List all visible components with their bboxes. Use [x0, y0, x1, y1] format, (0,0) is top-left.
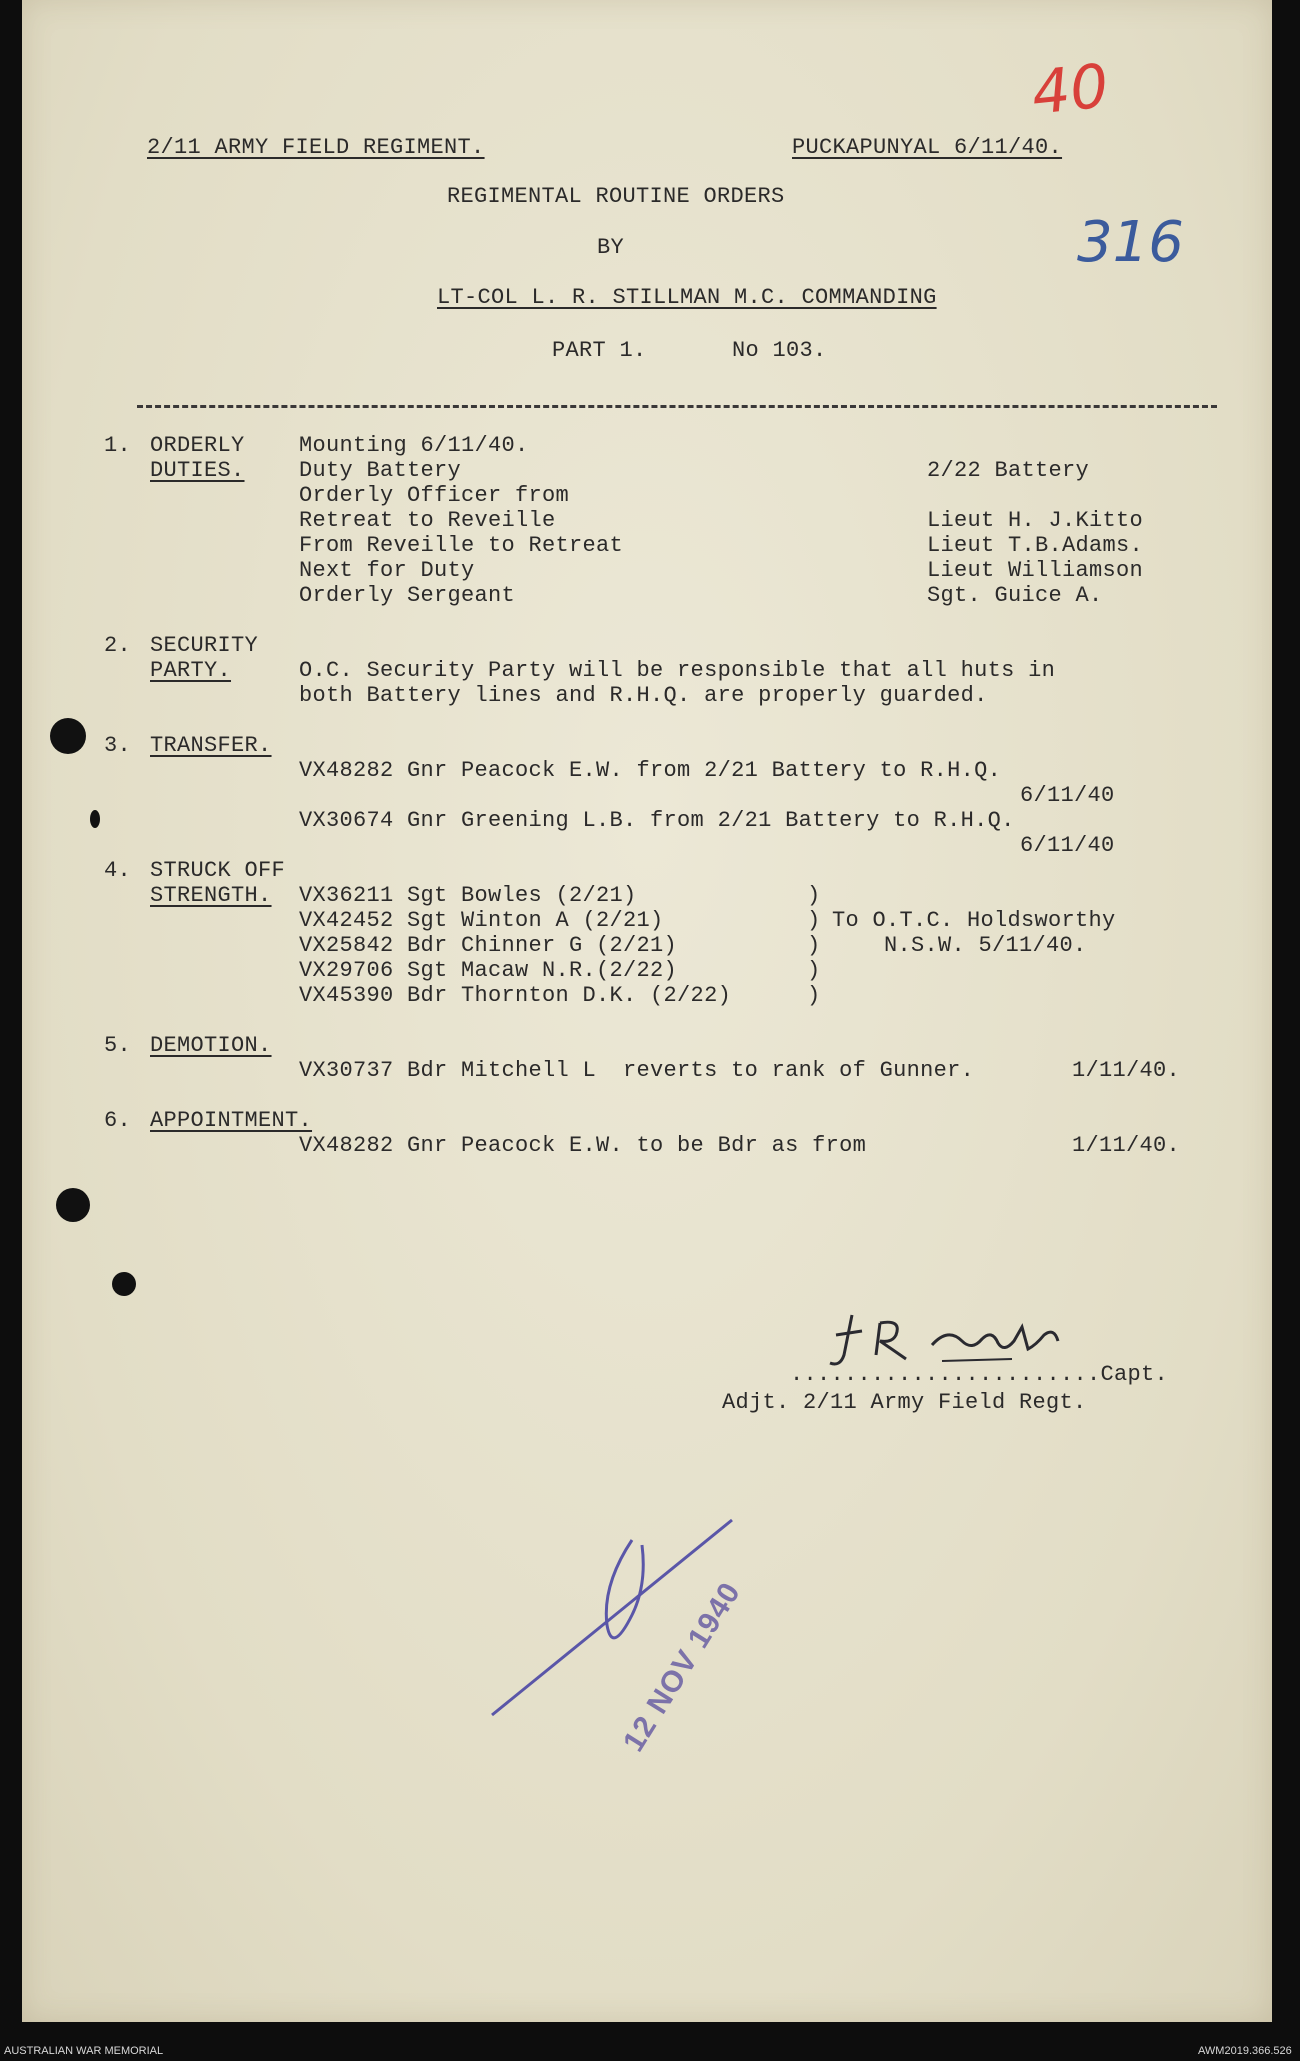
- item-number: 4.: [104, 858, 132, 883]
- punch-hole: [112, 1272, 136, 1296]
- signatory-title: Adjt. 2/11 Army Field Regt.: [722, 1390, 1087, 1415]
- bracket: ): [807, 908, 821, 933]
- separator-rule: [137, 405, 1217, 408]
- duty-assignee: Lieut H. J.Kitto: [927, 508, 1144, 533]
- duty-assignee: 2/22 Battery: [927, 458, 1090, 483]
- duty-assignee: Sgt. Guice A.: [927, 583, 1103, 608]
- place-date: PUCKAPUNYAL 6/11/40.: [792, 135, 1063, 160]
- order-number: No 103.: [732, 338, 827, 363]
- struck-off-destination: N.S.W. 5/11/40.: [884, 933, 1087, 958]
- transfer-date: 6/11/40: [1020, 783, 1115, 808]
- item-heading: STRENGTH.: [150, 883, 272, 908]
- bracket: ): [807, 883, 821, 908]
- duty-line: Orderly Sergeant: [299, 583, 516, 608]
- item-heading: APPOINTMENT.: [150, 1108, 313, 1133]
- unit-name: 2/11 ARMY FIELD REGIMENT.: [147, 135, 485, 160]
- footer-reference: AWM2019.366.526: [1198, 2045, 1292, 2057]
- handwritten-red-number: 40: [1028, 51, 1112, 129]
- struck-off-row: VX36211 Sgt Bowles (2/21): [299, 883, 637, 908]
- date-stamp: 12 NOV 1940: [617, 1576, 748, 1758]
- duty-line: Mounting 6/11/40.: [299, 433, 529, 458]
- duty-line: Retreat to Reveille: [299, 508, 556, 533]
- security-text: both Battery lines and R.H.Q. are properly guarded.: [299, 683, 988, 708]
- struck-off-row: VX25842 Bdr Chinner G (2/21): [299, 933, 678, 958]
- duty-line: Duty Battery: [299, 458, 462, 483]
- item-number: 3.: [104, 733, 132, 758]
- item-heading: SECURITY: [150, 633, 259, 658]
- duty-assignee: Lieut Williamson: [927, 558, 1144, 583]
- duty-line: From Reveille to Retreat: [299, 533, 624, 558]
- punch-hole: [50, 718, 86, 754]
- commander-line: LT-COL L. R. STILLMAN M.C. COMMANDING: [437, 285, 937, 310]
- item-heading: ORDERLY: [150, 433, 245, 458]
- item-heading: PARTY.: [150, 658, 232, 683]
- item-number: 6.: [104, 1108, 132, 1133]
- transfer-line: VX48282 Gnr Peacock E.W. from 2/21 Battery to R.H.Q.: [299, 758, 1002, 783]
- by-line: BY: [597, 235, 625, 260]
- item-heading: DUTIES.: [150, 458, 245, 483]
- security-text: O.C. Security Party will be responsible that all huts in: [299, 658, 1056, 683]
- handwritten-blue-number: 316: [1077, 210, 1184, 275]
- struck-off-row: VX29706 Sgt Macaw N.R.(2/22): [299, 958, 678, 983]
- item-heading: TRANSFER.: [150, 733, 272, 758]
- footer-credit: AUSTRALIAN WAR MEMORIAL: [4, 2045, 164, 2057]
- struck-off-row: VX45390 Bdr Thornton D.K. (2/22): [299, 983, 732, 1008]
- duty-line: Orderly Officer from: [299, 483, 570, 508]
- struck-off-destination: To O.T.C. Holdsworthy: [832, 908, 1116, 933]
- bracket: ): [807, 983, 821, 1008]
- document-page: [22, 0, 1272, 2022]
- appointment-date: 1/11/40.: [1072, 1133, 1181, 1158]
- item-heading: STRUCK OFF: [150, 858, 286, 883]
- part-label: PART 1.: [552, 338, 647, 363]
- document-title: REGIMENTAL ROUTINE ORDERS: [447, 184, 785, 209]
- item-heading: DEMOTION.: [150, 1033, 272, 1058]
- demotion-date: 1/11/40.: [1072, 1058, 1181, 1083]
- struck-off-row: VX42452 Sgt Winton A (2/21): [299, 908, 664, 933]
- transfer-date: 6/11/40: [1020, 833, 1115, 858]
- appointment-line: VX48282 Gnr Peacock E.W. to be Bdr as from: [299, 1133, 867, 1158]
- duty-assignee: Lieut T.B.Adams.: [927, 533, 1144, 558]
- item-number: 1.: [104, 433, 132, 458]
- signature-dots: .......................Capt.: [790, 1362, 1169, 1387]
- punch-hole: [56, 1188, 90, 1222]
- duty-line: Next for Duty: [299, 558, 475, 583]
- demotion-line: VX30737 Bdr Mitchell L reverts to rank of Gunner.: [299, 1058, 975, 1083]
- transfer-line: VX30674 Gnr Greening L.B. from 2/21 Battery to R.H.Q.: [299, 808, 1015, 833]
- bracket: ): [807, 933, 821, 958]
- punch-hole: [90, 810, 100, 828]
- item-number: 5.: [104, 1033, 132, 1058]
- bracket: ): [807, 958, 821, 983]
- item-number: 2.: [104, 633, 132, 658]
